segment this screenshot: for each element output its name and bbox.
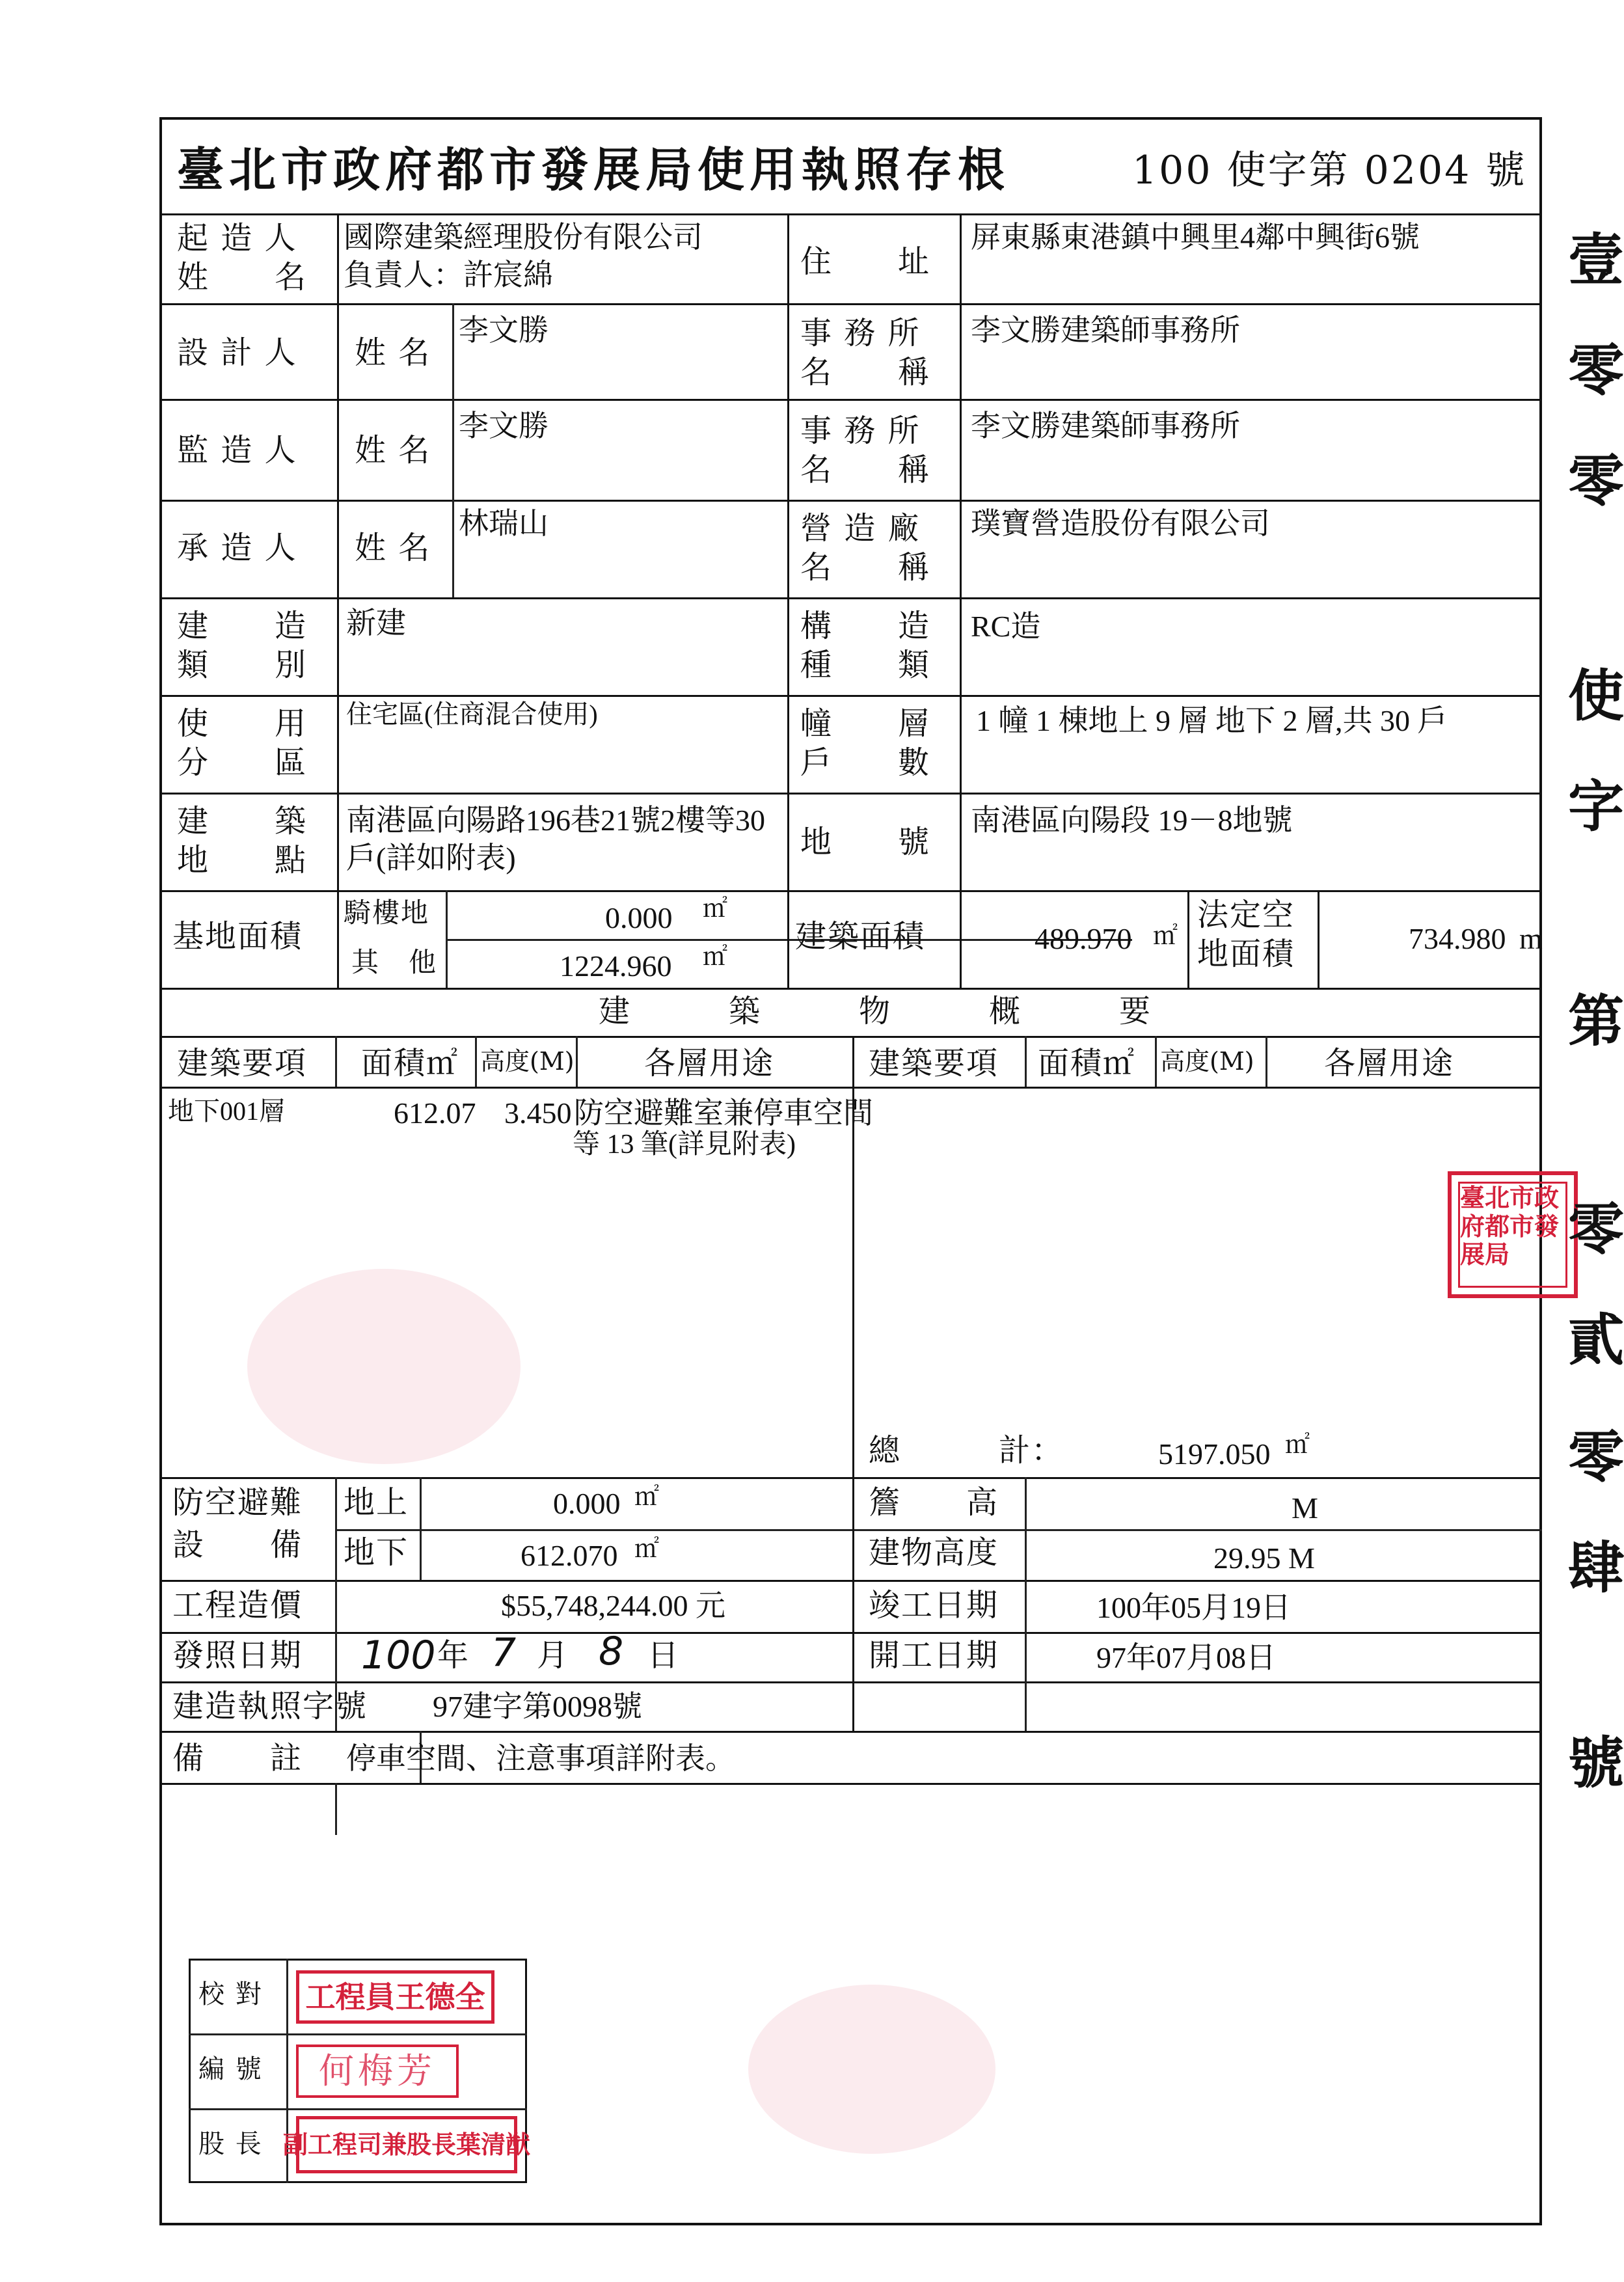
shelter-above-value: 0.000 (553, 1487, 621, 1520)
signoff-label-check: 校 對 (198, 1979, 263, 2009)
overview-header-item: 建築要項 (177, 1045, 308, 1081)
designer-name-label: 姓 名 (355, 334, 431, 371)
contractor-label: 承 造 人 (177, 530, 297, 566)
structure-label-2: 種 類 (800, 647, 931, 683)
location-label-1: 建 築 (177, 803, 308, 839)
supervisor-office-label-1: 事 務 所 (800, 413, 921, 449)
structure-label-1: 構 造 (800, 608, 931, 644)
owner-label-1: 起 造 人 (177, 220, 297, 256)
contractor-name-label: 姓 名 (355, 530, 431, 566)
shelter-above-label: 地上 (344, 1484, 409, 1521)
zoning-label-1: 使 用 (177, 705, 308, 742)
margin-char: 貳 (1568, 1307, 1624, 1373)
issue-label: 發照日期 (172, 1637, 303, 1674)
contractor-company-label-2: 名 稱 (800, 549, 931, 586)
building-area-value: 489.970 (1035, 922, 1132, 955)
lot-label: 地 號 (800, 824, 931, 860)
cost-label: 工程造價 (172, 1587, 303, 1623)
building-type-label-2: 類 別 (177, 647, 308, 683)
building-height-value: 29.95 M (1213, 1542, 1315, 1575)
margin-char: 零 (1568, 448, 1624, 514)
overview-header-area-2: 面積㎡ (1038, 1045, 1136, 1081)
building-type-label-1: 建 造 (177, 608, 308, 644)
designer-office: 李文勝建築師事務所 (971, 314, 1240, 347)
row-floor: 地下001層 (168, 1096, 285, 1126)
row-area: 612.07 (394, 1096, 476, 1130)
supervisor-label: 監 造 人 (177, 432, 297, 469)
zoning-value: 住宅區(住商混合使用) (346, 700, 598, 729)
owner-address-label: 住 址 (800, 243, 931, 280)
engineer-stamp: 工程員王德全 (296, 1970, 494, 2024)
completion-value: 100年05月19日 (1096, 1591, 1291, 1624)
building-type-value: 新建 (346, 606, 406, 640)
overview-header-height-2: 高度(M) (1160, 1047, 1254, 1076)
overview-header-area: 面積㎡ (361, 1045, 459, 1081)
eaves-value: M (1292, 1491, 1318, 1525)
overview-title: 建 築 物 概 要 (599, 993, 1152, 1029)
signoff-label-chief: 股 長 (198, 2129, 263, 2159)
designer-office-label-2: 名 稱 (800, 354, 931, 390)
row-use-1: 防空避難室兼停車空間 (574, 1096, 873, 1130)
shelter-label-2: 設 備 (172, 1527, 303, 1563)
shelter-below-label: 地下 (344, 1534, 409, 1571)
location-value-2: 戶(詳如附表) (346, 841, 516, 875)
issue-day-unit: 日 (647, 1637, 681, 1674)
floors-label-1: 幢 層 (800, 705, 931, 742)
margin-char: 零 (1568, 1197, 1624, 1262)
designer-name: 李文勝 (459, 314, 548, 347)
overview-header-use: 各層用途 (644, 1045, 775, 1081)
shelter-above-unit: ㎡ (634, 1484, 660, 1511)
floors-label-2: 戶 數 (800, 744, 931, 781)
row-height: 3.450 (504, 1096, 572, 1130)
site-area-label: 基地面積 (172, 918, 303, 955)
location-label-2: 地 點 (177, 842, 308, 878)
row-use-2: 等 13 筆(詳見附表) (573, 1130, 796, 1160)
building-area-unit: ㎡ (1153, 923, 1178, 950)
supervisor-name-label: 姓 名 (355, 432, 431, 469)
shelter-label-1: 防空避難 (172, 1484, 303, 1521)
other-unit: ㎡ (703, 944, 728, 971)
eaves-label: 簷 高 (869, 1484, 999, 1521)
open-space-value: 734.980 (1409, 922, 1506, 955)
supervisor-office: 李文勝建築師事務所 (971, 409, 1240, 442)
issue-month-unit: 月 (537, 1637, 570, 1674)
start-label: 開工日期 (869, 1637, 999, 1674)
total-value: 5197.050 (1158, 1437, 1271, 1471)
overview-header-item-2: 建築要項 (869, 1045, 999, 1081)
margin-char: 零 (1568, 1424, 1624, 1490)
open-space-unit: m (1519, 922, 1543, 955)
signoff-label-number: 編 號 (198, 2054, 263, 2084)
lot-value: 南港區向陽段 19－8地號 (971, 804, 1293, 837)
designer-office-label-1: 事 務 所 (800, 315, 921, 351)
other-value: 1224.960 (560, 949, 672, 983)
owner-representative: 負責人：許宸綿 (344, 258, 553, 292)
issue-day: 8 (599, 1629, 624, 1674)
cost-value: $55,748,244.00 元 (501, 1589, 725, 1622)
location-value-1: 南港區向陽路196巷21號2樓等30 (346, 804, 765, 837)
contractor-company-label-1: 營 造 廠 (800, 510, 921, 547)
overview-header-use-2: 各層用途 (1324, 1045, 1455, 1081)
supervisor-name: 李文勝 (459, 409, 548, 442)
designer-label: 設 計 人 (177, 334, 297, 371)
arcade-value: 0.000 (605, 901, 673, 934)
supervisor-office-label-2: 名 稱 (800, 452, 931, 488)
arcade-unit: ㎡ (703, 895, 728, 923)
floors-value: 1 幢 1 棟地上 9 層 地下 2 層,共 30 戶 (976, 704, 1448, 737)
total-unit: ㎡ (1285, 1432, 1310, 1459)
permit-number: 100 使字第 0204 號 (1132, 148, 1527, 193)
zoning-label-2: 分 區 (177, 744, 308, 781)
remark-value: 停車空間、注意事項詳附表。 (346, 1742, 735, 1775)
total-label: 總 計： (869, 1432, 1064, 1469)
issue-month: 7 (491, 1630, 517, 1676)
permit-label: 建造執照字號 (172, 1688, 368, 1724)
margin-char: 使 (1568, 663, 1624, 729)
margin-char: 壹 (1568, 227, 1624, 293)
overview-header-height: 高度(M) (480, 1047, 575, 1076)
open-space-label-2: 地面積 (1197, 936, 1295, 972)
clerk-stamp: 何梅芳 (296, 2044, 459, 2098)
chief-stamp: 副工程司兼股長葉清猷 (296, 2116, 517, 2173)
issue-year: 100 (361, 1633, 436, 1678)
completion-label: 竣工日期 (869, 1587, 999, 1623)
owner-label-2: 姓 名 (177, 259, 308, 295)
official-seal: 臺北市政府都市發展局 (1448, 1171, 1578, 1298)
shelter-below-unit: ㎡ (634, 1536, 660, 1563)
building-height-label: 建物高度 (869, 1534, 999, 1571)
start-value: 97年07月08日 (1096, 1641, 1276, 1674)
contractor-company: 璞寶營造股份有限公司 (971, 507, 1270, 540)
page-title: 臺北市政府都市發展局使用執照存根 (177, 142, 1010, 197)
margin-char: 字 (1568, 774, 1624, 839)
margin-char: 第 (1568, 988, 1624, 1054)
shelter-below-value: 612.070 (521, 1539, 618, 1572)
open-space-label-1: 法定空 (1197, 897, 1295, 933)
contractor-name: 林瑞山 (459, 507, 548, 540)
margin-char: 肆 (1568, 1535, 1624, 1601)
permit-value: 97建字第0098號 (433, 1690, 642, 1723)
arcade-label: 騎樓地 (344, 897, 430, 929)
margin-char: 零 (1568, 338, 1624, 403)
building-area-label: 建築面積 (795, 918, 926, 955)
owner-company: 國際建築經理股份有限公司 (344, 221, 703, 254)
other-label: 其 他 (351, 946, 438, 978)
issue-year-unit: 年 (437, 1637, 470, 1674)
structure-value: RC造 (971, 610, 1041, 643)
owner-address: 屏東縣東港鎮中興里4鄰中興街6號 (971, 221, 1420, 254)
remark-label: 備 註 (172, 1740, 303, 1776)
margin-char: 號 (1568, 1730, 1624, 1796)
